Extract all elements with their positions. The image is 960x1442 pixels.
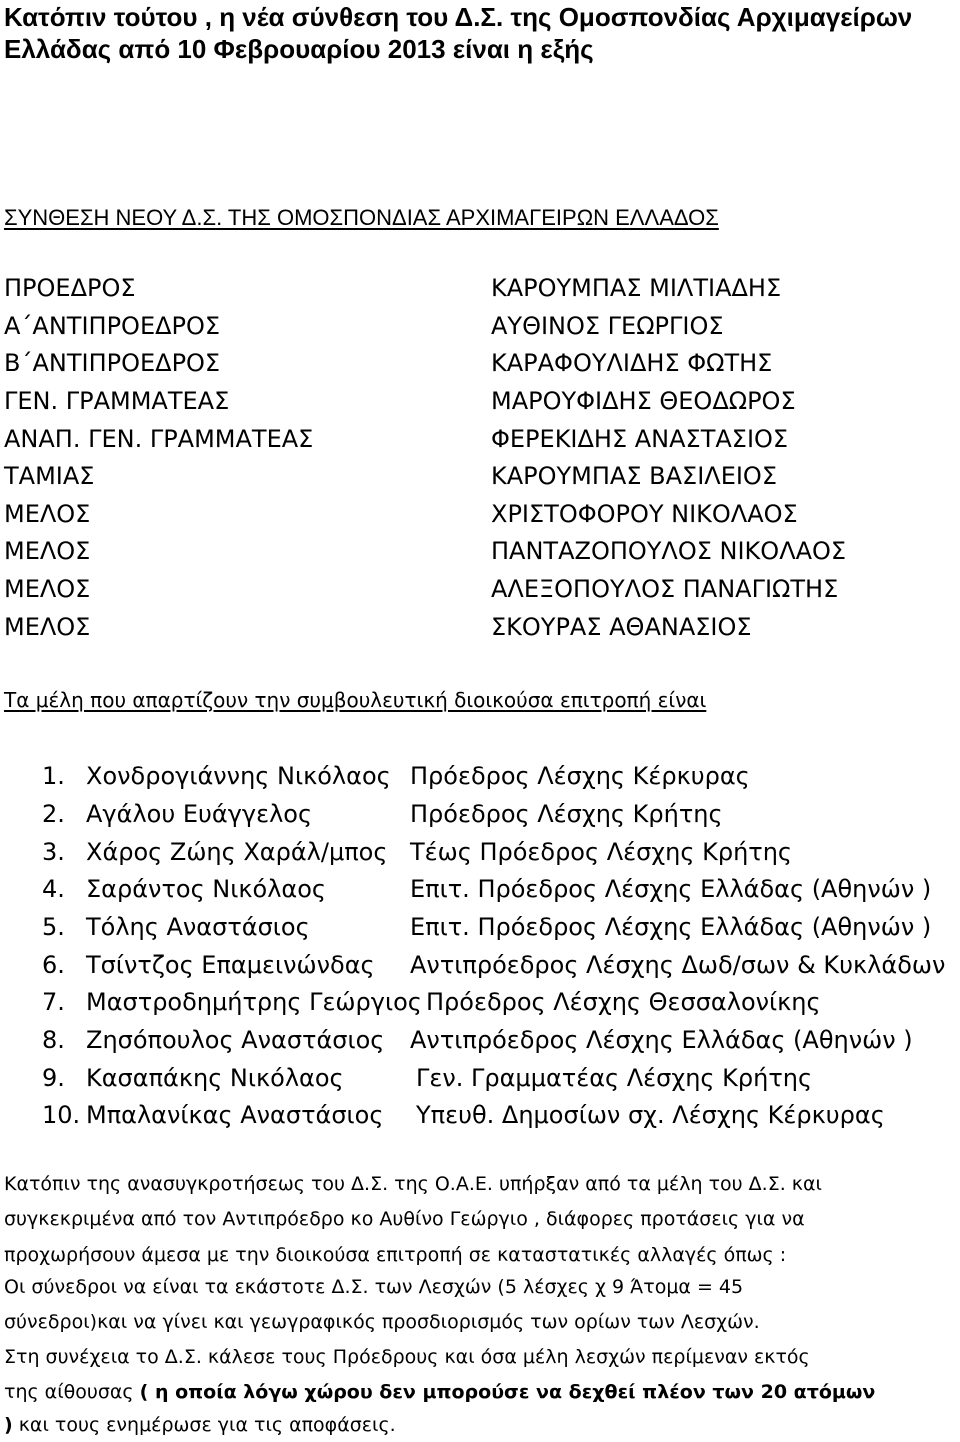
committee-member-name: Κασαπάκης Νικόλαος: [86, 1064, 344, 1092]
list-number: 7.: [42, 988, 65, 1016]
list-number: 3.: [42, 838, 65, 866]
committee-member-role: Αντιπρόεδρος Λέσχης Δωδ/σων & Κυκλάδων: [410, 951, 946, 979]
board-role: ΜΕΛΟΣ: [4, 537, 91, 565]
committee-member-name: Τόλης Αναστάσιος: [86, 913, 310, 941]
board-role: ΜΕΛΟΣ: [4, 613, 91, 641]
paragraph-bold-text: ( η οποία λόγω χώρου δεν μπορούσε να δεχθεί πλέον των 20 ατόμων: [139, 1381, 876, 1403]
paragraph-line: Στη συνέχεια το Δ.Σ. κάλεσε τους Πρόεδρους και όσα μέλη λεσχών περίμεναν εκτός: [4, 1346, 810, 1368]
committee-member-name: Μαστροδημήτρης Γεώργιος: [86, 988, 422, 1016]
list-number: 2.: [42, 800, 65, 828]
board-name: ΚΑΡΟΥΜΠΑΣ ΒΑΣΙΛΕΙΟΣ: [491, 462, 777, 490]
section-title: ΣΥΝΘΕΣΗ ΝΕΟΥ Δ.Σ. ΤΗΣ ΟΜΟΣΠΟΝΔΙΑΣ ΑΡΧΙΜΑΓΕΙΡΩΝ ΕΛΛΑΔΟΣ: [4, 205, 719, 230]
board-name: ΜΑΡΟΥΦΙΔΗΣ ΘΕΟΔΩΡΟΣ: [491, 387, 796, 415]
paragraph-line: προχωρήσουν άμεσα με την διοικούσα επιτροπή σε καταστατικές αλλαγές όπως :: [4, 1244, 787, 1266]
board-role: ΤΑΜΙΑΣ: [4, 462, 95, 490]
board-role: ΠΡΟΕΔΡΟΣ: [4, 274, 136, 302]
board-name: ΣΚΟΥΡΑΣ ΑΘΑΝΑΣΙΟΣ: [491, 613, 752, 641]
board-name: ΚΑΡΟΥΜΠΑΣ ΜΙΛΤΙΑΔΗΣ: [491, 274, 782, 302]
intro-line-1: Κατόπιν τούτου , η νέα σύνθεση του Δ.Σ. της Ομοσπονδίας Αρχιμαγείρων: [4, 2, 913, 32]
committee-member-name: Μπαλανίκας Αναστάσιος: [86, 1101, 384, 1129]
paragraph-text: και τους ενημέρωσε για τις αποφάσεις.: [12, 1414, 396, 1436]
paragraph-line: συγκεκριμένα από τον Αντιπρόεδρο κο Αυθίνο Γεώργιο , διάφορες προτάσεις για να: [4, 1208, 805, 1230]
board-role: ΓΕΝ. ΓΡΑΜΜΑΤΕΑΣ: [4, 387, 230, 415]
list-number: 4.: [42, 875, 65, 903]
paragraph-line: Κατόπιν της ανασυγκροτήσεως του Δ.Σ. της Ο.Α.Ε. υπήρξαν από τα μέλη του Δ.Σ. και: [4, 1173, 822, 1195]
committee-member-role: Αντιπρόεδρος Λέσχης Ελλάδας (Αθηνών ): [410, 1026, 913, 1054]
committee-member-role: Τέως Πρόεδρος Λέσχης Κρήτης: [410, 838, 793, 866]
committee-member-name: Σαράντος Νικόλαος: [86, 875, 326, 903]
board-name: ΠΑΝΤΑΖΟΠΟΥΛΟΣ ΝΙΚΟΛΑΟΣ: [491, 537, 847, 565]
committee-member-role: Πρόεδρος Λέσχης Θεσσαλονίκης: [426, 988, 821, 1016]
paragraph-bold-text: ): [4, 1414, 13, 1436]
list-number: 6.: [42, 951, 65, 979]
board-role: Α΄ΑΝΤΙΠΡΟΕΔΡΟΣ: [4, 312, 221, 340]
committee-member-name: Χάρος Ζώης Χαράλ/μπος: [86, 838, 388, 866]
paragraph-line: Οι σύνεδροι να είναι τα εκάστοτε Δ.Σ. των Λεσχών (5 λέσχες χ 9 Άτομα = 45: [4, 1276, 744, 1298]
paragraph-line: [4, 1413, 396, 1437]
board-role: ΑΝΑΠ. ΓΕΝ. ΓΡΑΜΜΑΤΕΑΣ: [4, 425, 314, 453]
committee-member-role: Επιτ. Πρόεδρος Λέσχης Ελλάδας (Αθηνών ): [410, 875, 932, 903]
committee-member-role: Υπευθ. Δημοσίων σχ. Λέσχης Κέρκυρας: [416, 1101, 885, 1129]
list-number: 10.: [42, 1101, 81, 1129]
list-number: 1.: [42, 762, 65, 790]
board-role: Β΄ΑΝΤΙΠΡΟΕΔΡΟΣ: [4, 349, 221, 377]
board-name: ΑΥΘΙΝΟΣ ΓΕΩΡΓΙΟΣ: [491, 312, 724, 340]
committee-member-name: Χονδρογιάννης Νικόλαος: [86, 762, 391, 790]
committee-member-role: Πρόεδρος Λέσχης Κέρκυρας: [410, 762, 750, 790]
committee-member-role: Γεν. Γραμματέας Λέσχης Κρήτης: [416, 1064, 813, 1092]
board-name: ΑΛΕΞΟΠΟΥΛΟΣ ΠΑΝΑΓΙΩΤΗΣ: [491, 575, 839, 603]
list-number: 9.: [42, 1064, 65, 1092]
committee-member-name: Αγάλου Ευάγγελος: [86, 800, 313, 828]
paragraph-line: [4, 1380, 875, 1404]
list-number: 8.: [42, 1026, 65, 1054]
board-role: ΜΕΛΟΣ: [4, 500, 91, 528]
board-name: ΦΕΡΕΚΙΔΗΣ ΑΝΑΣΤΑΣΙΟΣ: [491, 425, 789, 453]
committee-member-role: Πρόεδρος Λέσχης Κρήτης: [410, 800, 723, 828]
board-role: ΜΕΛΟΣ: [4, 575, 91, 603]
intro-line-2: Ελλάδας από 10 Φεβρουαρίου 2013 είναι η εξής: [4, 34, 594, 64]
paragraph-text: της αίθουσας: [4, 1381, 140, 1403]
committee-member-name: Τσίντζος Επαμεινώνδας: [86, 951, 375, 979]
list-number: 5.: [42, 913, 65, 941]
board-name: ΚΑΡΑΦΟΥΛΙΔΗΣ ΦΩΤΗΣ: [491, 349, 773, 377]
committee-member-name: Ζησόπουλος Αναστάσιος: [86, 1026, 385, 1054]
paragraph-line: σύνεδροι)και να γίνει και γεωγραφικός προσδιορισμός των ορίων των Λεσχών.: [4, 1311, 760, 1333]
committee-member-role: Επιτ. Πρόεδρος Λέσχης Ελλάδας (Αθηνών ): [410, 913, 932, 941]
committee-heading: Τα μέλη που απαρτίζουν την συμβουλευτική διοικούσα επιτροπή είναι: [4, 688, 707, 712]
board-name: ΧΡΙΣΤΟΦΟΡΟΥ ΝΙΚΟΛΑΟΣ: [491, 500, 798, 528]
